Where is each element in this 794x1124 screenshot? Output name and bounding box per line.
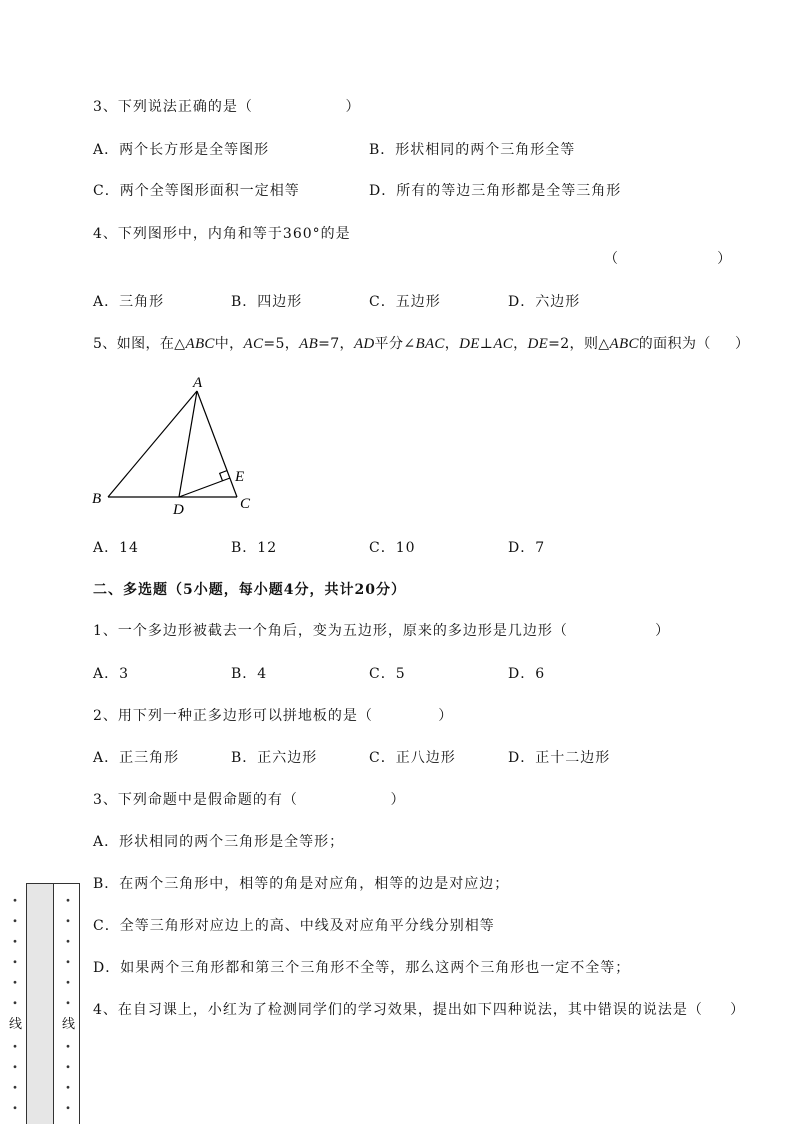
point-label-e: E bbox=[235, 469, 245, 485]
binding-label-right: 线 bbox=[62, 1017, 76, 1032]
stem-text: ⊥ bbox=[479, 336, 494, 352]
multi-question-3-stem: 3、下列命题中是假命题的有（ ） bbox=[93, 792, 406, 808]
stem-math: ABC bbox=[609, 336, 639, 352]
question-3-options-row-1 bbox=[93, 140, 733, 160]
stem-math: AD bbox=[353, 336, 375, 352]
multi-question-1-option-b: B．4 bbox=[231, 666, 268, 682]
stem-math: BAC bbox=[415, 336, 445, 352]
question-5-option-b: B．12 bbox=[231, 540, 278, 556]
point-label-d: D bbox=[173, 502, 184, 518]
side-ac bbox=[197, 391, 237, 497]
question-3-options-row-2 bbox=[93, 181, 733, 201]
question-4-option-a: A．三角形 bbox=[93, 294, 165, 310]
stem-math: ABC bbox=[185, 336, 215, 352]
question-4-stem: 4、下列图形中，内角和等于360°的是 bbox=[93, 226, 351, 242]
question-5-options bbox=[93, 538, 733, 558]
multi-question-3-option-d: D．如果两个三角形都和第三个三角形不全等，那么这两个三角形也一定不全等； bbox=[93, 960, 631, 976]
binding-label-left: 线 bbox=[9, 1017, 23, 1032]
vertex-label-c: C bbox=[240, 496, 251, 512]
question-3-option-d: D．所有的等边三角形都是全等三角形 bbox=[369, 183, 622, 199]
multi-question-1-option-a: A．3 bbox=[93, 666, 130, 682]
stem-text: =2，则△ bbox=[548, 336, 610, 352]
multi-question-2-options bbox=[93, 748, 733, 768]
stem-text: =5， bbox=[263, 336, 300, 352]
stem-text: 5、如图，在△ bbox=[93, 336, 186, 352]
stem-text: 的面积为（ ） bbox=[638, 336, 750, 352]
question-3-stem: 3、下列说法正确的是（ ） bbox=[93, 99, 361, 115]
question-5-option-a: A．14 bbox=[93, 540, 139, 556]
multi-question-2-option-a: A．正三角形 bbox=[93, 750, 180, 766]
stem-math: AB bbox=[299, 336, 319, 352]
question-5-option-d: D．7 bbox=[508, 540, 546, 556]
question-4-option-c: C．五边形 bbox=[369, 294, 441, 310]
multi-question-4-stem: 4、在自习课上，小红为了检测同学们的学习效果，提出如下四种说法，其中错误的说法是（ ） bbox=[93, 1002, 746, 1018]
multi-question-2-option-d: D．正十二边形 bbox=[508, 750, 611, 766]
section-heading-multiple-choice: 二、多选题（5小题，每小题4分，共计20分） bbox=[93, 582, 406, 598]
multi-question-1-option-d: D．6 bbox=[508, 666, 546, 682]
stem-text: =7， bbox=[318, 336, 354, 352]
question-3-option-a: A．两个长方形是全等图形 bbox=[93, 142, 270, 158]
multi-question-1-option-c: C．5 bbox=[369, 666, 406, 682]
question-4-options bbox=[93, 292, 733, 312]
multi-question-2-stem: 2、用下列一种正多边形可以拼地板的是（ ） bbox=[93, 708, 454, 724]
stem-text: 平分∠ bbox=[374, 336, 416, 352]
triangle-figure bbox=[88, 370, 263, 520]
question-3-option-b: B．形状相同的两个三角形全等 bbox=[369, 142, 576, 158]
vertex-label-b: B bbox=[92, 491, 102, 507]
segment-ad bbox=[179, 391, 197, 497]
stem-text: 中， bbox=[214, 336, 244, 352]
stem-math: DE bbox=[527, 336, 549, 352]
stem-text: ， bbox=[444, 336, 460, 352]
multi-question-2-option-c: C．正八边形 bbox=[369, 750, 456, 766]
multi-question-3-option-b: B．在两个三角形中，相等的角是对应角，相等的边是对应边； bbox=[93, 876, 510, 892]
question-4-option-b: B．四边形 bbox=[231, 294, 303, 310]
vertex-label-a: A bbox=[193, 375, 203, 391]
multi-question-2-option-b: B．正六边形 bbox=[231, 750, 318, 766]
question-5-option-c: C．10 bbox=[369, 540, 416, 556]
question-4-answer-parentheses: （ ） bbox=[604, 251, 733, 267]
stem-math: AC bbox=[493, 336, 514, 352]
stem-math: DE bbox=[459, 336, 480, 352]
stem-math: AC bbox=[243, 336, 264, 352]
multi-question-1-stem: 1、一个多边形被截去一个角后，变为五边形，原来的多边形是几边形（ ） bbox=[93, 623, 671, 639]
multi-question-3-option-c: C．全等三角形对应边上的高、中线及对应角平分线分别相等 bbox=[93, 918, 495, 934]
multi-question-1-options bbox=[93, 664, 733, 684]
multi-question-3-option-a: A．形状相同的两个三角形是全等形； bbox=[93, 834, 345, 850]
question-3-option-c: C．两个全等图形面积一定相等 bbox=[93, 183, 300, 199]
question-5-stem bbox=[93, 334, 749, 354]
binding-dotted-line-left-lower bbox=[12, 1036, 18, 1118]
stem-text: ， bbox=[513, 336, 528, 352]
binding-dotted-line-right-upper bbox=[65, 890, 71, 1013]
side-ab bbox=[108, 391, 197, 497]
question-4-option-d: D．六边形 bbox=[508, 294, 581, 310]
binding-dotted-line-left-upper bbox=[12, 890, 18, 1013]
binding-dotted-line-right-lower bbox=[65, 1036, 71, 1118]
binding-strip bbox=[26, 883, 54, 1124]
